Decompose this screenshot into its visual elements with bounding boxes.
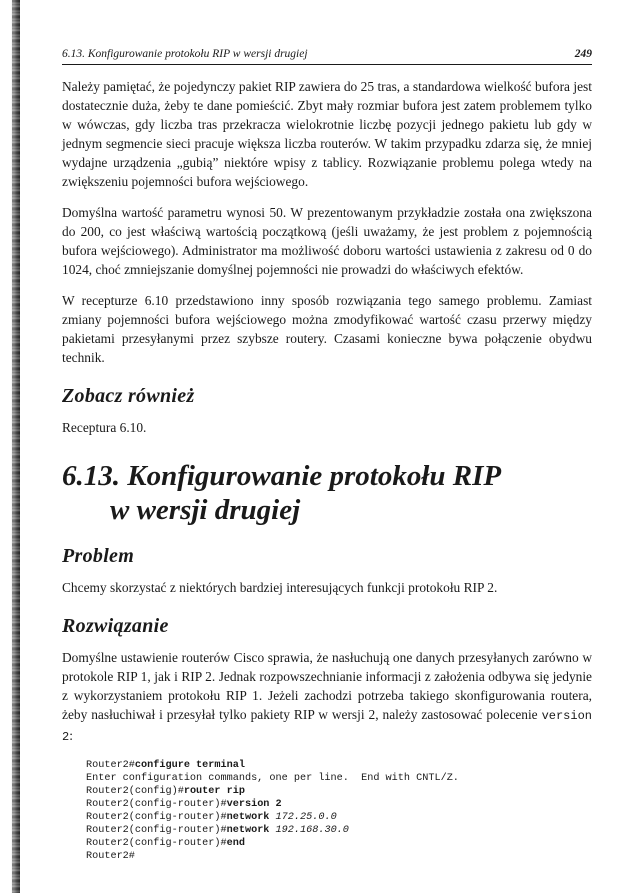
paragraph: Należy pamiętać, że pojedynczy pakiet RIP zawiera do 25 tras, a standardowa wielkość bufora jest dostatecznie duża, żeby te dane pomieścić. Zbyt mały rozmiar bufora jest zatem problemem tylko w wówczas, gdy liczba tras przekracza wielokrotnie liczbę pozycji jednego pakietu lub gdy w jednym segmencie sieci pracuje większa liczba routerów. W takim przypadku zdarza się, że mniej wydajne urządzenia „gubią” niektóre wpisy z tablicy. Rozwiązanie problemu polega wtedy na zwiększeniu pojemności bufora wejściowego. xyxy=(62,79,592,189)
code-line: Router2(config-router)#network 192.168.30.0 xyxy=(86,825,349,836)
solution-heading: Rozwiązanie xyxy=(62,615,169,637)
solution-text-end: : xyxy=(69,728,73,743)
page-number: 249 xyxy=(574,48,592,60)
running-head-title: 6.13. Konfigurowanie protokołu RIP w wersji drugiej xyxy=(62,48,308,60)
paragraph: W recepturze 6.10 przedstawiono inny sposób rozwiązania tego samego problemu. Zamiast zmiany pojemności bufora wejściowego można zmodyfikować wartość czasu przerwy między pakietami przesyłanymi przez szybsze routery. Czasami konieczne bywa połączenie obydwu technik. xyxy=(62,293,592,365)
see-also-text: Receptura 6.10. xyxy=(62,420,147,435)
code-line: Router2(config)#router rip xyxy=(86,786,245,797)
problem-heading: Problem xyxy=(62,545,135,567)
see-also-heading: Zobacz również xyxy=(62,385,195,407)
page-content xyxy=(62,77,592,863)
code-line: Router2# xyxy=(86,851,135,862)
chapter-title xyxy=(62,459,592,527)
code-line: Enter configuration commands, one per line. End with CNTL/Z. xyxy=(86,773,459,784)
code-listing xyxy=(86,759,592,863)
solution-text-body: Domyślne ustawienie routerów Cisco sprawia, że nasłuchują one danych przesyłanych zarówno w protokole RIP 1, jak i RIP 2. Jednak rozpowszechnianie informacji z założenia odbywa się jedynie z wykorzystaniem protokołu RIP 1. Jeżeli zachodzi potrzeba takiego skonfigurowania routera, żeby nasłuchiwał i przesyłał tylko pakiety RIP w wersji 2, należy zastosować polecenie xyxy=(62,650,592,722)
problem-text: Chcemy skorzystać z niektórych bardziej interesujących funkcji protokołu RIP 2. xyxy=(62,580,498,595)
chapter-title-line1: 6.13. Konfigurowanie protokołu RIP xyxy=(62,460,502,492)
code-line: Router2(config-router)#end xyxy=(86,838,245,849)
paragraph: Domyślna wartość parametru wynosi 50. W prezentowanym przykładzie została ona zwiększona do 200, co jest właściwą wartością początkową (jeśli uważamy, że jest problem z pojemnością bufora wejściowego). Administrator ma możliwość doboru wartości ustawienia z zakresu od 0 do 1024, choć zmniejszanie domyślnej pojemności nie prowadzi do właściwych efektów. xyxy=(62,205,592,277)
code-line: Router2(config-router)#version 2 xyxy=(86,799,282,810)
code-line: Router2#configure terminal xyxy=(86,760,245,771)
scan-binding-noise xyxy=(12,0,20,893)
header-rule xyxy=(62,64,592,65)
solution-text xyxy=(62,648,592,747)
code-line: Router2(config-router)#network 172.25.0.0 xyxy=(86,812,337,823)
chapter-title-line2: w wersji drugiej xyxy=(110,494,301,526)
inline-command: version 2 xyxy=(62,709,592,744)
